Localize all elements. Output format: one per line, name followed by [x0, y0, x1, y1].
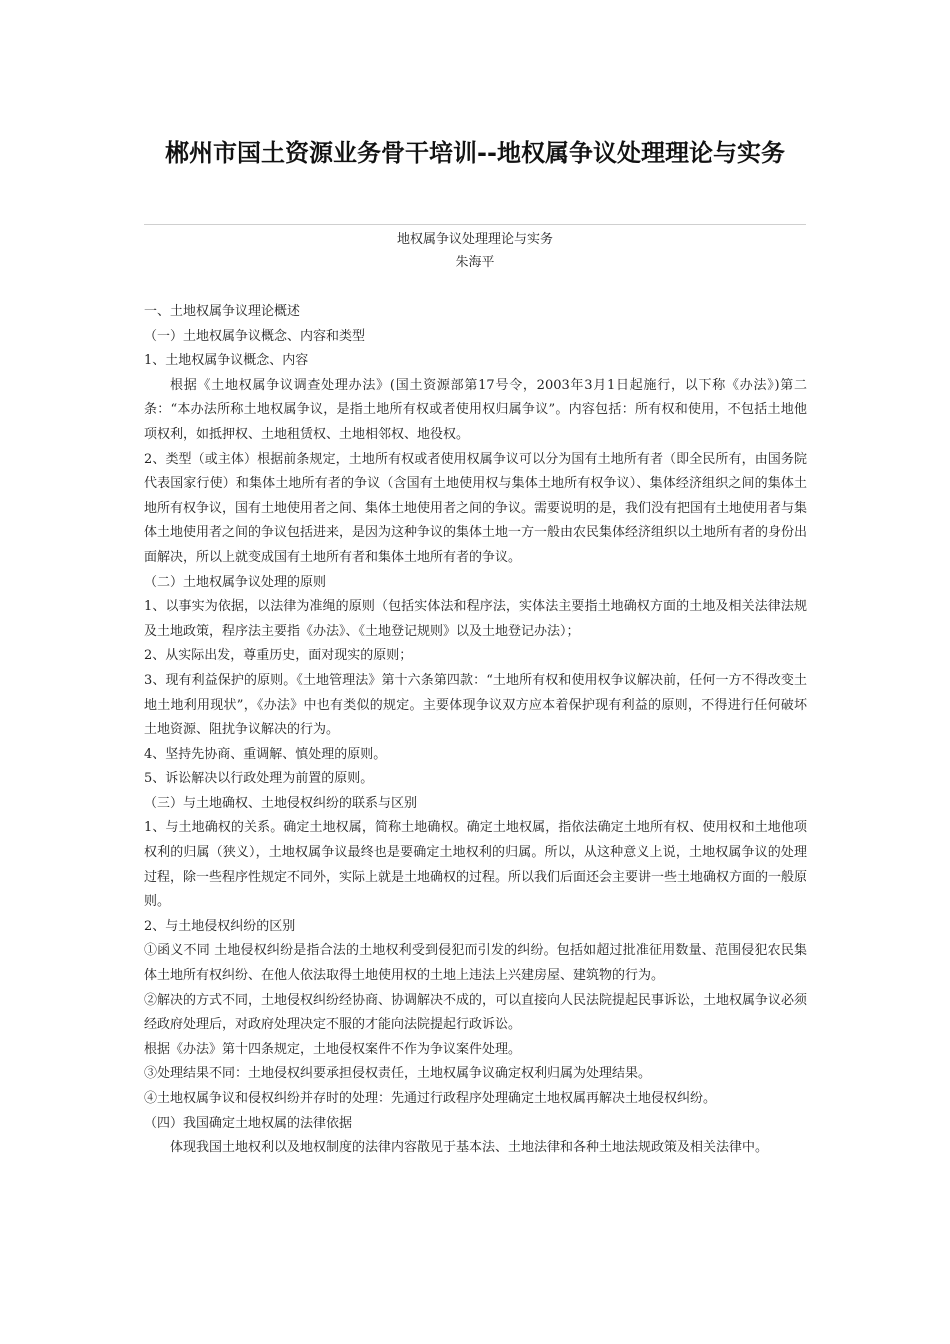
paragraph: 根据《办法》第十四条规定，土地侵权案件不作为争议案件处理。 [144, 1041, 522, 1057]
paragraph: （四）我国确定土地权属的法律依据 [144, 1115, 353, 1131]
paragraph: 5、诉讼解决以行政处理为前置的原则。 [144, 771, 374, 787]
paragraph: 1、土地权属争议概念、内容 [144, 353, 309, 369]
paragraph: 2、从实际出发，尊重历史，面对现实的原则； [144, 648, 413, 664]
document-subtitle: 地权属争议处理理论与实务 [396, 232, 553, 247]
document-body [144, 300, 807, 1161]
paragraph: （一）土地权属争议概念、内容和类型 [144, 328, 366, 344]
paragraph: ③处理结果不同：土地侵权纠要承担侵权责任，土地权属争议确定权利归属为处理结果。 [144, 1066, 652, 1082]
paragraph: （二）土地权属争议处理的原则 [144, 574, 327, 590]
title-divider [144, 224, 806, 225]
paragraph: 2、类型（或主体）根据前条规定，土地所有权或者使用权属争议可以分为国有土地所有者（即全民所有，由国务院代表国家行使）和集体土地所有者的争议（含国有土地使用权与集体土地所有权争议）、集体经济组织之间的集体土地所有权争议，国有土地使用者之间、集体土地使用者之间的争议。需要说明的是，我们没有把国有土地使用者与集体土地使用者之间的争议包括进来，是因为这种争议的集体土地一方一般由农民集体经济组织以土地所有者的身份出面解决，所以上就变成国有土地所有者和集体土地所有者的争议。 [144, 451, 808, 565]
paragraph: ②解决的方式不同，土地侵权纠纷经协商、协调解决不成的，可以直接向人民法院提起民事诉讼，土地权属争议必须经政府处理后，对政府处理决定不服的才能向法院提起行政诉讼。 [144, 992, 808, 1033]
document-title: 郴州市国土资源业务骨干培训--地权属争议处理理论与实务 [165, 139, 785, 167]
paragraph: 体现我国土地权利以及地权制度的法律内容散见于基本法、土地法律和各种土地法规政策及相关法律中。 [170, 1140, 769, 1156]
paragraph: 1、以事实为依据，以法律为准绳的原则（包括实体法和程序法，实体法主要指土地确权方面的土地及相关法律法规及土地政策，程序法主要指《办法》、《土地登记规则》以及土地登记办法）； [144, 599, 807, 639]
paragraph: 2、与土地侵权纠纷的区别 [144, 918, 296, 934]
paragraph: ④土地权属争议和侵权纠纷并存时的处理：先通过行政程序处理确定土地权属再解决土地侵权纠纷。 [144, 1091, 717, 1106]
paragraph: 一、土地权属争议理论概述 [144, 304, 301, 319]
paragraph: ①函义不同 土地侵权纠纷是指合法的土地权利受到侵犯而引发的纠纷。包括如超过批准征用数量、范围侵犯农民集体土地所有权纠纷、在他人依法取得土地使用权的土地上违法上兴建房屋、建筑物的行为。 [144, 943, 807, 984]
document-author: 朱海平 [455, 255, 495, 270]
paragraph: 3、现有利益保护的原则。《土地管理法》第十六条第四款：“土地所有权和使用权争议解决前，任何一方不得改变土地土地利用现状”，《办法》中也有类似的规定。主要体现争议双方应本着保护现有利益的原则，不得进行任何破坏土地资源、阻扰争议解决的行为。 [144, 672, 807, 738]
paragraph: 4、坚持先协商、重调解、慎处理的原则。 [144, 746, 387, 762]
paragraph: 1、与土地确权的关系。确定土地权属，简称土地确权。确定土地权属，指依法确定土地所有权、使用权和土地他项权利的归属（狭义），土地权属争议最终也是要确定土地权利的归属。所以，从这种意义上说，土地权属争议的处理过程，除一些程序性规定不同外，实际上就是土地确权的过程。所以我们后面还会主要讲一些土地确权方面的一般原则。 [144, 820, 808, 910]
paragraph: 根据《土地权属争议调查处理办法》(国土资源部第17号令，2003年3月1日起施行，以下称《办法》)第二条：“本办法所称土地权属争议，是指土地所有权或者使用权归属争议”。内容包括：所有权和使用，不包括土地他项权利，如抵押权、土地租赁权、土地相邻权、地役权。 [144, 377, 807, 442]
paragraph: （三）与土地确权、土地侵权纠纷的联系与区别 [144, 795, 418, 811]
